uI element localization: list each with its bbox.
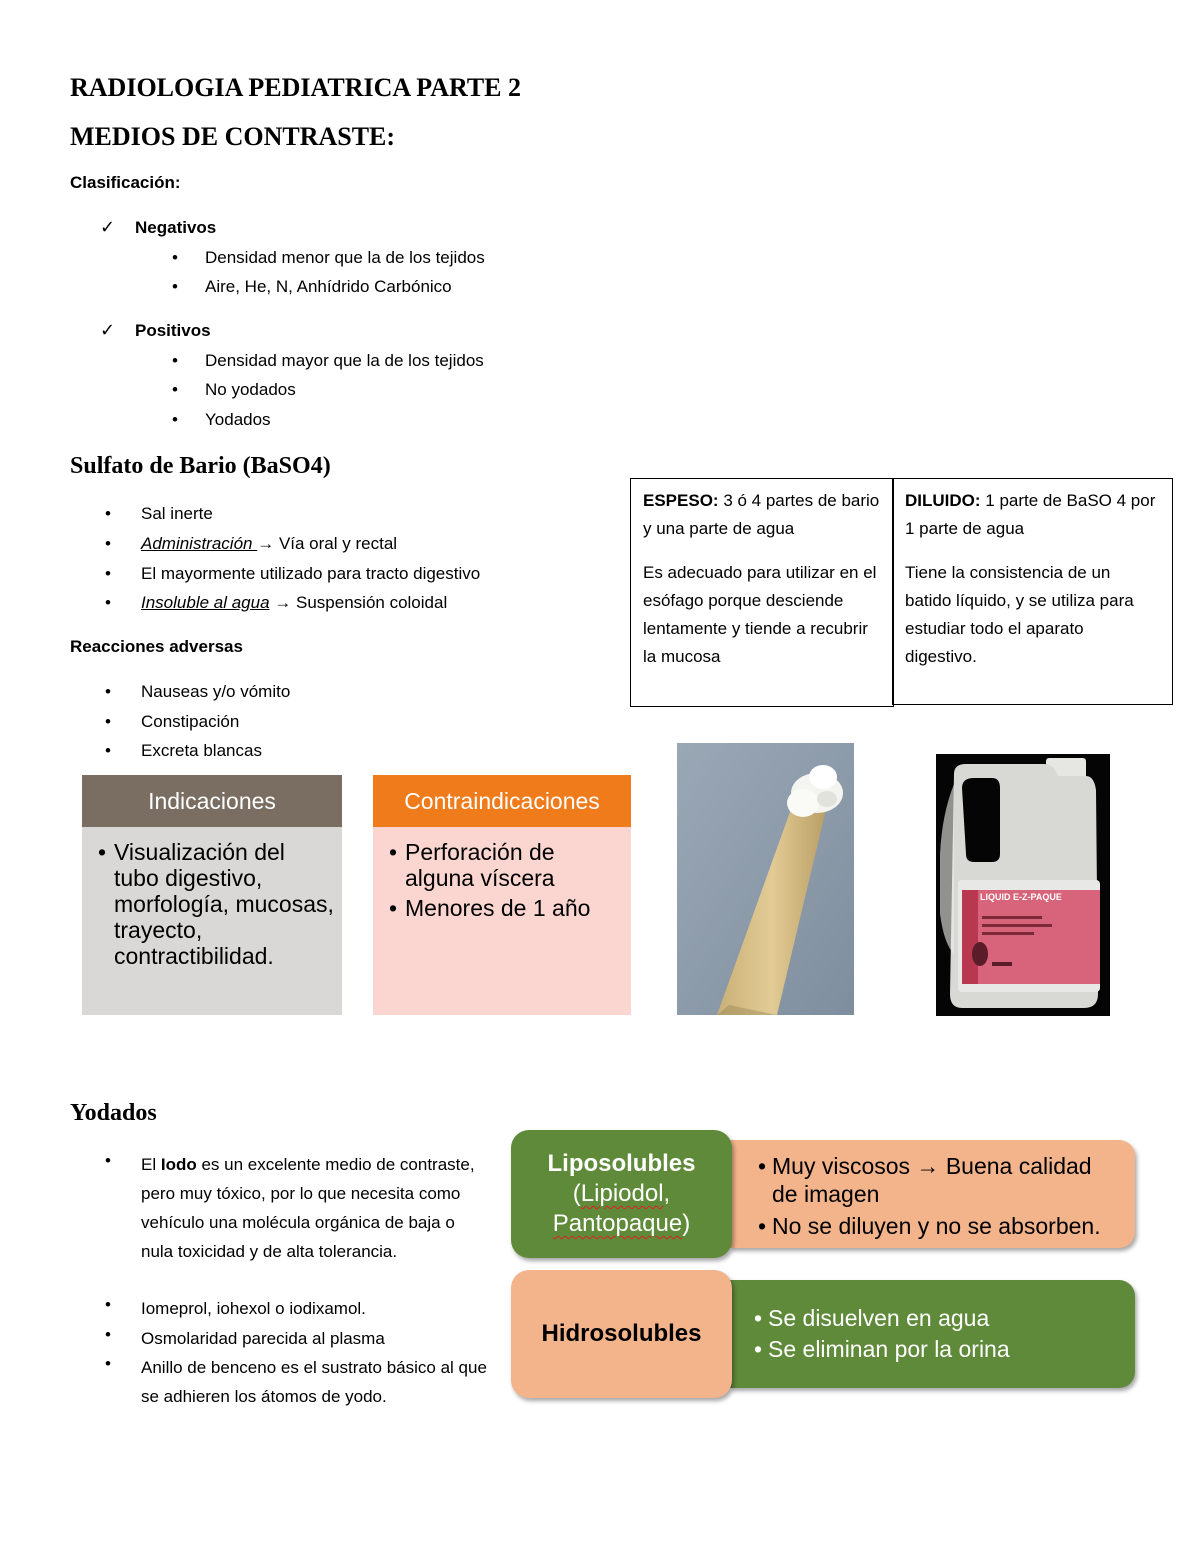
table-cell-diluido <box>892 478 1173 705</box>
tongue-depressor-photo <box>677 743 854 1015</box>
lipiodol-term: Lipiodol <box>580 1180 664 1207</box>
group-name-positivos: Positivos <box>135 321 211 340</box>
list-item <box>141 533 397 555</box>
bullet-icon: • <box>172 248 178 267</box>
bullet-icon: • <box>105 1354 111 1373</box>
diluido-label: DILUIDO: <box>905 491 981 510</box>
indicaciones-title: Indicaciones <box>148 787 276 814</box>
contraindicacion-item: • Perforación de alguna víscera <box>389 839 623 891</box>
list-item: Densidad mayor que la de los tejidos <box>205 351 484 370</box>
list-item: Anillo de benceno es el sustrato básico al que se adhieren los átomos de yodo. <box>141 1358 487 1406</box>
pantopaque-term: Pantopaque <box>552 1210 683 1237</box>
bullet-icon: • <box>172 380 178 399</box>
list-item-text: Vía oral y rectal <box>274 534 398 553</box>
indicaciones-body <box>82 827 342 1015</box>
list-item: Osmolaridad parecida al plasma <box>141 1329 385 1348</box>
adverse-heading: Reacciones adversas <box>70 637 243 656</box>
diluido-desc: Tiene la consistencia de un batido líquido, y se utiliza para estudiar todo el aparato digestivo. <box>905 563 1134 666</box>
section-title: MEDIOS DE CONTRASTE: <box>70 122 396 151</box>
iodo-term: Iodo <box>160 1155 197 1174</box>
paren-open: ( <box>572 1180 581 1207</box>
list-item: Excreta blancas <box>141 741 262 760</box>
hidrosolubles-detail <box>730 1280 1135 1388</box>
paren-close: ) <box>682 1210 691 1237</box>
bullet-icon: • <box>105 564 111 583</box>
list-item: Iomeprol, iohexol o iodixamol. <box>141 1299 366 1318</box>
group-name-negativos: Negativos <box>135 218 217 237</box>
list-item: Densidad menor que la de los tejidos <box>205 248 485 267</box>
arrow-icon: → <box>257 534 275 553</box>
comma: , <box>663 1180 671 1207</box>
indicaciones-header <box>82 775 342 827</box>
list-item: Constipación <box>141 712 240 731</box>
diluido-text: 1 parte de BaSO 4 por 1 parte de agua <box>905 491 1156 538</box>
liposolubles-detail <box>730 1140 1135 1248</box>
contraindicacion-item: • Menores de 1 año <box>389 895 623 921</box>
contraindicaciones-header <box>373 775 631 827</box>
list-item <box>141 1150 491 1266</box>
list-item: No yodados <box>205 380 296 399</box>
list-item-text: Suspensión coloidal <box>291 593 448 612</box>
bottle-label: LIQUID E-Z-PAQUE <box>980 892 1062 902</box>
liposolubles-subtitle-2 <box>553 1209 690 1239</box>
bullet-icon: • <box>105 593 111 612</box>
term-insoluble: Insoluble al agua <box>141 593 270 612</box>
espeso-label: ESPESO: <box>643 491 719 510</box>
list-item: Sal inerte <box>141 504 213 523</box>
checkmark-icon: ✓ <box>100 217 116 237</box>
list-item-text: El <box>141 1155 161 1174</box>
bullet-icon: • <box>105 682 111 701</box>
arrow-icon: → <box>269 593 292 612</box>
list-item: El mayormente utilizado para tracto digestivo <box>141 564 481 583</box>
bullet-icon: • <box>172 277 178 296</box>
hidrosolubles-item: • Se eliminan por la orina <box>754 1335 1123 1363</box>
liposolubles-item: • No se diluyen y no se absorben. <box>758 1212 1123 1240</box>
bullet-icon: • <box>105 1325 111 1344</box>
barium-bottle-photo <box>936 754 1110 1016</box>
list-item: Nauseas y/o vómito <box>141 682 291 701</box>
term-administracion: Administración <box>141 534 258 553</box>
bullet-icon: • <box>105 712 111 731</box>
yodados-heading: Yodados <box>70 1100 157 1126</box>
list-item-text: es un excelente medio de contraste, pero muy tóxico, por lo que necesita como vehículo una molécula orgánica de baja o nula toxicidad y de alta tolerancia. <box>141 1155 475 1261</box>
list-item: Yodados <box>205 410 271 429</box>
bullet-icon: • <box>172 410 178 429</box>
bullet-icon: • <box>105 504 111 523</box>
liposolubles-title: Liposolubles <box>547 1150 696 1177</box>
espeso-text: 3 ó 4 partes de bario y una parte de agua <box>643 491 880 538</box>
page-title: RADIOLOGIA PEDIATRICA PARTE 2 <box>70 73 522 102</box>
contraindicaciones-body <box>373 827 631 1015</box>
liposolubles-subtitle <box>573 1179 670 1209</box>
bullet-icon: • <box>172 351 178 370</box>
espeso-desc: Es adecuado para utilizar en el esófago porque desciende lentamente y tiende a recubrir la mucosa <box>643 563 877 666</box>
bullet-icon: • <box>105 1295 111 1314</box>
liposolubles-box <box>511 1130 732 1258</box>
contraindicaciones-title: Contraindicaciones <box>404 787 600 814</box>
liposolubles-item: • Muy viscosos → Buena calidad de imagen <box>758 1152 1123 1208</box>
list-item: Aire, He, N, Anhídrido Carbónico <box>205 277 452 296</box>
hidrosolubles-box <box>511 1270 732 1398</box>
bullet-icon: • <box>105 741 111 760</box>
bullet-icon: • <box>105 1151 111 1170</box>
barium-heading: Sulfato de Bario (BaSO4) <box>70 453 331 479</box>
table-cell-espeso <box>630 478 894 707</box>
classification-label: Clasificación: <box>70 173 181 192</box>
indicacion-item: • Visualización del tubo digestivo, morfología, mucosas, trayecto, contractibilidad. <box>98 839 334 969</box>
bullet-icon: • <box>105 534 111 553</box>
checkmark-icon: ✓ <box>100 320 116 340</box>
list-item <box>141 592 447 614</box>
hidrosolubles-title: Hidrosolubles <box>541 1320 702 1347</box>
hidrosolubles-item: • Se disuelven en agua <box>754 1304 1123 1332</box>
